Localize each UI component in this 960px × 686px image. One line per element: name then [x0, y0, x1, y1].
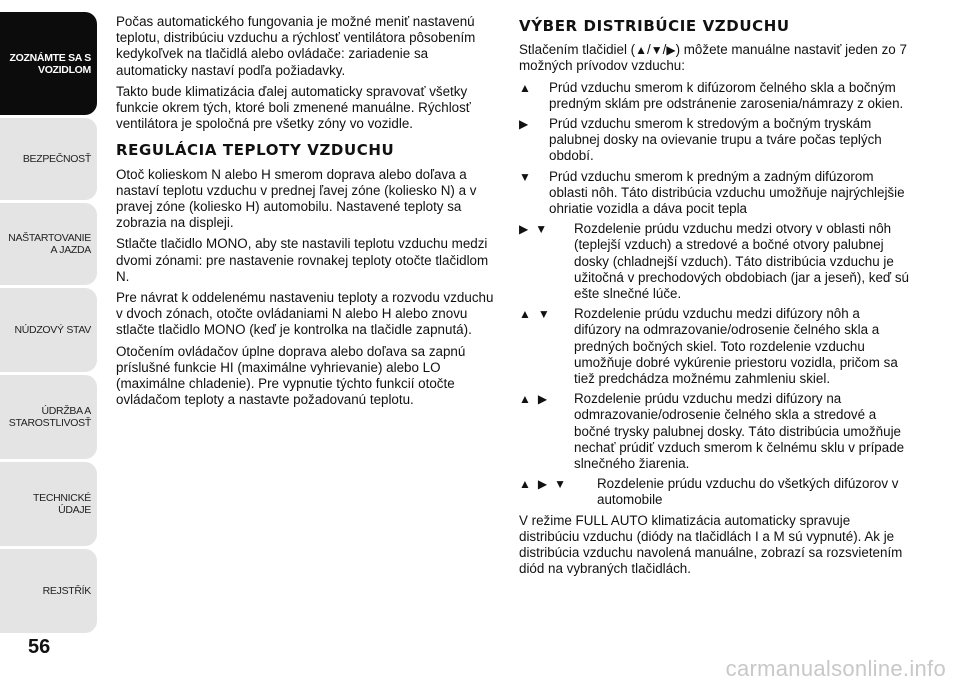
option-icons: [519, 306, 574, 387]
option-text: Rozdelenie prúdu vzduchu do všetkých difúzorov v automobile: [597, 476, 899, 508]
down-arrow-icon: ▼: [554, 477, 567, 492]
tab-udrzba-a-starostlivost[interactable]: ÚDRŽBA A STAROSTLIVOSŤ: [0, 375, 97, 459]
option-icons: [519, 169, 549, 218]
distribution-option: [519, 169, 909, 218]
tab-bezpecnost[interactable]: BEZPEČNOSŤ: [0, 118, 97, 200]
tab-zoznamte-sa-s-vozidlom[interactable]: ZOZNÁMTE SA S VOZIDLOM: [0, 12, 97, 115]
section-heading-temperature: REGULÁCIA TEPLOTY VZDUCHU: [116, 141, 395, 160]
watermark: carmanualsonline.info: [725, 656, 946, 681]
paragraph: Počas automatického fungovania je možné meniť nastavenú teplotu, distribúciu vzduchu a rýchlosť ventilátora pôsobením kedykoľvek na tlačidlá alebo ovládače: zariadenie sa automaticky nastaví podľa požiadavky.: [116, 14, 476, 78]
option-text: Prúd vzduchu smerom k difúzorom čelného skla a bočným predným sklám pre odstránenie zarosenia/námrazy z okien.: [549, 79, 904, 111]
option-text: Rozdelenie prúdu vzduchu medzi difúzory na odmrazovanie/odrosenie čelného skla a stredové a bočné trysky palubnej dosky. Táto distribúcia umožňuje nechať prúdiť vzduch smerom k čelnému sklu v prípade slnečného žiarenia.: [574, 391, 905, 472]
down-arrow-icon: ▼: [650, 43, 663, 58]
tab-nudzovy-stav[interactable]: NÚDZOVÝ STAV: [0, 288, 97, 372]
distribution-option: [519, 80, 909, 112]
distribution-option: [519, 476, 909, 508]
option-text: Prúd vzduchu smerom k predným a zadným difúzorom oblasti nôh. Táto distribúcia vzduchu umožňuje najrýchlejšie ohriatie vozidla a dáva pocit tepla: [549, 168, 905, 217]
outro-paragraph: V režime FULL AUTO klimatizácia automaticky spravuje distribúciu vzduchu (diódy na tlačidlách I a M sú vypnuté). Ak je distribúcia vzduchu navolená manuálne, zobrazí sa rozsvietením diód na vybraných tlačidlách.: [519, 512, 903, 577]
tab-rejstrik[interactable]: REJSTŘÍK: [0, 549, 97, 633]
tab-technicke-udaje[interactable]: TECHNICKÉ ÚDAJE: [0, 462, 97, 546]
down-arrow-icon: ▼: [519, 169, 531, 184]
paragraph: Otočením ovládačov úplne doprava alebo doľava sa zapnú príslušné funkcie HI (maximálne vyhrievanie) alebo LO (maximálne chladenie). Pre vypnutie týchto funkcií otočte ovládačom teploty a nastavte požadovanú teplotu.: [116, 343, 466, 408]
right-arrow-icon: ▶: [519, 222, 529, 237]
right-arrow-icon: ▶: [519, 117, 529, 132]
paragraph: Stlačte tlačidlo MONO, aby ste nastavili teplotu vzduchu medzi dvomi zónami: pre nastavenie rovnakej teploty otočte tlačidlom N.: [116, 236, 489, 284]
up-arrow-icon: ▲: [519, 392, 531, 407]
up-arrow-icon: ▲: [635, 43, 647, 58]
distribution-option: [519, 391, 909, 472]
paragraph: Otoč kolieskom N alebo H smerom doprava alebo doľava a nastaví teplotu vzduchu v prednej ľavej zóne (koliesko N) a v pravej zóne (koliesko H) automobilu. Nastavené teploty sa zobrazia na displeji.: [116, 166, 477, 231]
distribution-option: [519, 221, 909, 302]
tab-nastartovanie-a-jazda[interactable]: NAŠTARTOVANIE A JAZDA: [0, 203, 97, 285]
option-icons: [519, 80, 549, 112]
option-icons: [519, 476, 597, 508]
option-text: Rozdelenie prúdu vzduchu medzi difúzory nôh a difúzory na odmrazovanie/odrosenie čelného skla a predných bočných skiel. Toto rozdelenie vzduchu umožňuje dobré vykúrenie priestoru vozidla, pričom sa tiež predchádza možnému zahmleniu skiel.: [574, 306, 898, 387]
down-arrow-icon: ▼: [535, 222, 548, 237]
section-heading-distribution: VÝBER DISTRIBÚCIE VZDUCHU: [519, 17, 790, 35]
right-arrow-icon: ▶: [666, 43, 676, 58]
option-icons: [519, 391, 574, 472]
distribution-option: [519, 306, 909, 387]
intro-paragraph: Stlačením tlačidiel (▲/▼/▶) môžete manuálne nastaviť jeden zo 7 možných prívodov vzduchu:: [519, 42, 907, 74]
left-column: [116, 14, 494, 413]
up-arrow-icon: ▲: [519, 477, 531, 492]
paragraph: Pre návrat k oddelenému nastaveniu teploty a rozvodu vzduchu v dvoch zónach, otočte ovládaniami N alebo H alebo znovu stlačte tlačidlo MONO (keď je kontrolka na tlačidle zapnutá).: [116, 290, 494, 338]
option-text: Prúd vzduchu smerom k stredovým a bočným tryskám palubnej dosky na ovievanie trupu a tváre počas teplých období.: [549, 116, 882, 164]
option-icons: [519, 116, 549, 165]
page-number: 56: [28, 636, 51, 658]
right-column: [519, 14, 909, 583]
right-arrow-icon: ▶: [537, 477, 548, 492]
up-arrow-icon: ▲: [519, 307, 531, 322]
distribution-option: [519, 116, 909, 165]
right-arrow-icon: ▶: [537, 392, 548, 407]
down-arrow-icon: ▼: [537, 307, 550, 322]
option-icons: [519, 221, 574, 302]
up-arrow-icon: ▲: [519, 80, 531, 95]
paragraph: Takto bude klimatizácia ďalej automaticky spravovať všetky funkcie okrem tých, ktoré boli zmenené manuálne. Rýchlosť ventilátora je spoločná pre všetky zóny vo vozidle.: [116, 83, 471, 132]
option-text: Rozdelenie prúdu vzduchu medzi otvory v oblasti nôh (teplejší vzduch) a stredové a bočné otvory palubnej dosky (chladnejší vzduch). Táto distribúcia vzduchu je užitočná v prechodových obdobiach (jar a jeseň), keď sú ešte slnečné lúče.: [574, 221, 910, 302]
